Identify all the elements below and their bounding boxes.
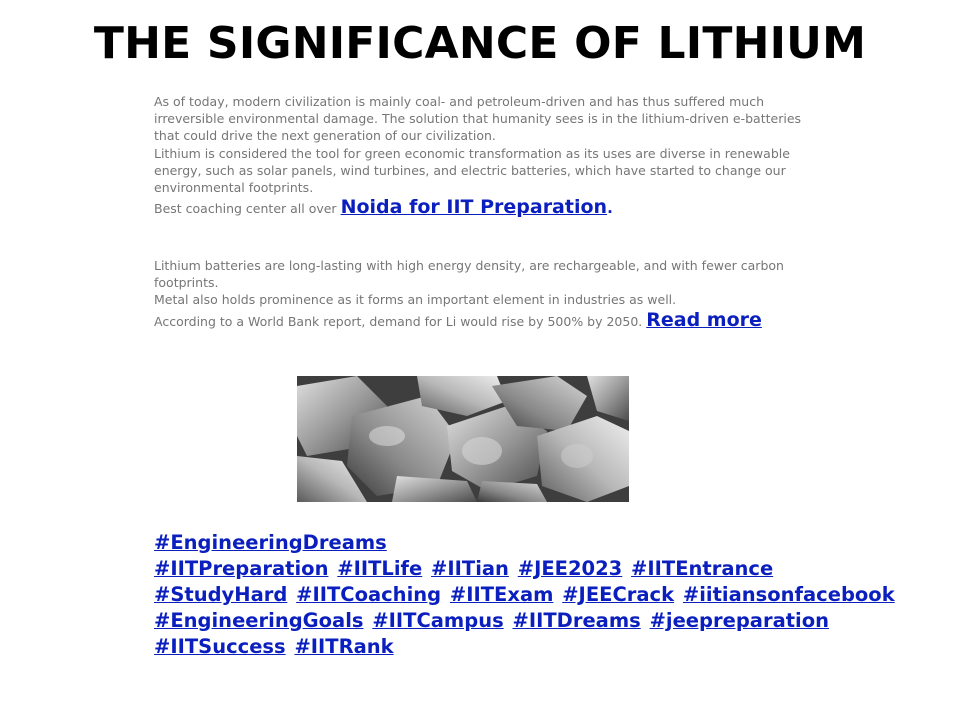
hashtag-line bbox=[154, 530, 834, 556]
paragraph: Metal also holds prominence as it forms an important element in industries as well. bbox=[154, 292, 677, 308]
hashtag-link[interactable]: #IITCoaching bbox=[296, 583, 442, 606]
report-line bbox=[154, 308, 814, 331]
hashtag-link[interactable]: #JEECrack bbox=[562, 583, 675, 606]
paragraph: Lithium batteries are long-lasting with high energy density, are rechargeable, and with fewer carbon footprints. bbox=[154, 258, 784, 291]
hashtag-link[interactable]: #IITPreparation bbox=[154, 557, 329, 580]
paragraph: As of today, modern civilization is mainly coal- and petroleum-driven and has thus suffered much irreversible environmental damage. The solution that humanity sees is in the lithium-driven e-batteries that could drive the next generation of our civilization. bbox=[154, 94, 802, 144]
hashtag-link[interactable]: #IITCampus bbox=[372, 609, 504, 632]
paragraph: Lithium is considered the tool for green economic transformation as its uses are diverse in renewable energy, such as solar panels, wind turbines, and electric batteries, which have started to change our environmental footprints. bbox=[154, 145, 790, 196]
hashtag-link[interactable]: #IITExam bbox=[449, 583, 554, 606]
noida-iit-preparation-link[interactable]: Noida for IIT Preparation bbox=[340, 196, 608, 219]
report-text: According to a World Bank report, demand for Li would rise by 500% by 2050. bbox=[154, 313, 647, 329]
hashtag-link[interactable]: #IITEntrance bbox=[631, 557, 774, 580]
hashtag-link[interactable]: #jeepreparation bbox=[649, 609, 830, 632]
coaching-suffix: . bbox=[607, 199, 613, 218]
hashtag-link[interactable]: #iitiansonfacebook bbox=[682, 583, 895, 606]
hashtag-link[interactable]: #IITRank bbox=[294, 635, 394, 658]
hashtag-link[interactable]: #IITLife bbox=[337, 557, 423, 580]
lithium-chunks-illustration bbox=[297, 376, 629, 502]
hashtag-link[interactable]: #EngineeringGoals bbox=[154, 609, 364, 632]
hashtag-link[interactable]: #IITSuccess bbox=[154, 635, 286, 658]
coaching-line bbox=[154, 196, 814, 219]
page-title: THE SIGNIFICANCE OF LITHIUM bbox=[93, 18, 867, 69]
hashtag-link[interactable]: #IITDreams bbox=[512, 609, 641, 632]
coaching-prefix: Best coaching center all over bbox=[154, 201, 341, 217]
read-more-link[interactable]: Read more bbox=[646, 308, 762, 331]
hashtag-line bbox=[154, 556, 834, 582]
hashtag-line bbox=[154, 634, 834, 660]
hashtag-link[interactable]: #JEE2023 bbox=[517, 557, 623, 580]
hashtag-line bbox=[154, 608, 834, 634]
lithium-metal-photo bbox=[297, 376, 629, 502]
hashtag-link[interactable]: #EngineeringDreams bbox=[154, 531, 387, 554]
intro-text-block bbox=[154, 93, 814, 217]
lithium-benefits-text-block bbox=[154, 257, 814, 330]
hashtag-line bbox=[154, 582, 895, 608]
hashtag-link[interactable]: #StudyHard bbox=[154, 583, 288, 606]
hashtag-link[interactable]: #IITian bbox=[431, 557, 509, 580]
hashtags-block bbox=[154, 530, 895, 660]
